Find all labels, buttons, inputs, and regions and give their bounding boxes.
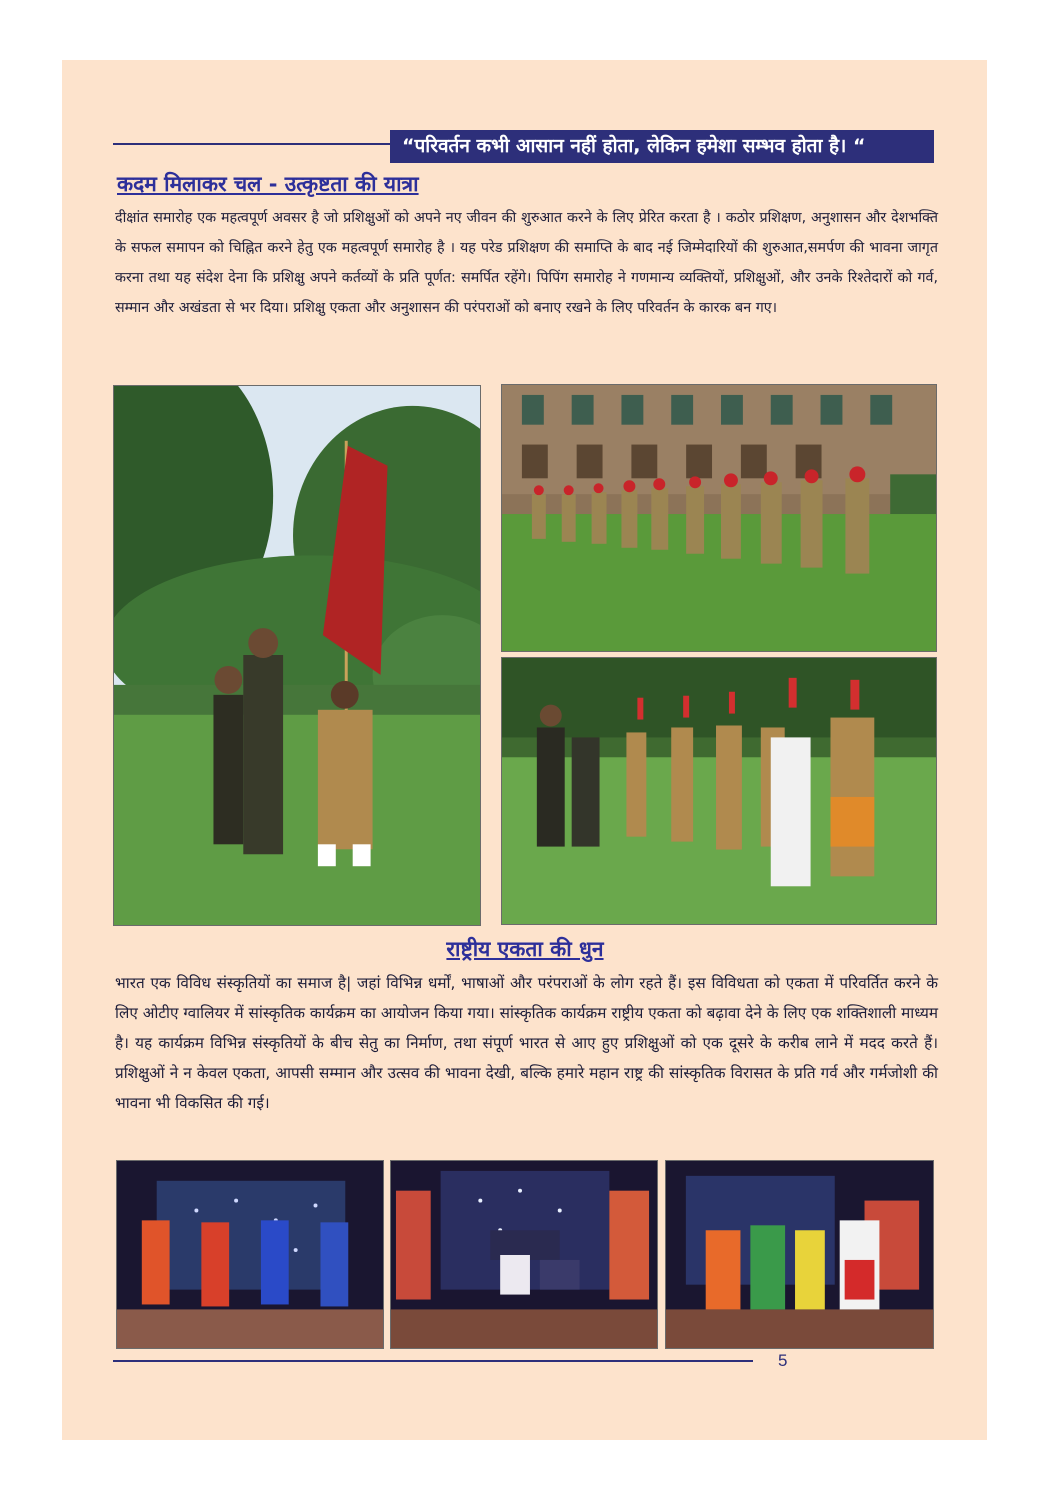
photo-flag-ceremony xyxy=(113,385,481,926)
section2-heading: राष्ट्रीय एकता की धुन xyxy=(446,937,604,961)
photo-cultural-dance-3 xyxy=(665,1160,934,1349)
section1-paragraph: दीक्षांत समारोह एक महत्वपूर्ण अवसर है जो प्रशिक्षुओं को अपने नए जीवन की शुरुआत करने के लिए प्रेरित करता है । कठोर प्रशिक्षण, अनुशासन और देशभक्ति के सफल समापन को चिह्नित करने हेतु एक महत्वपूर्ण समारोह है । यह परेड प्रशिक्षण की समाप्ति के बाद नई जिम्मेदारियों की शुरुआत,समर्पण की भावना जागृत करना तथा यह संदेश देना कि प्रशिक्षु अपने कर्तव्यों के प्रति पूर्णत: समर्पित रहेंगे। पिपिंग समारोह ने गणमान्य व्यक्तियों, प्रशिक्षुओं, और उनके रिश्तेदारों को गर्व, सम्मान और अखंडता से भर दिया। प्रशिक्षु एकता और अनुशासन की परंपराओं को बनाए रखने के लिए परिवर्तन के कारक बन गए। xyxy=(115,210,938,316)
section2-paragraph: भारत एक विविध संस्कृतियों का समाज है| जहां विभिन्न धर्मों, भाषाओं और परंपराओं के लोग रहते हैं। इस विविधता को एकता में परिवर्तित करने के लिए ओटीए ग्वालियर में सांस्कृतिक कार्यक्रम का आयोजन किया गया। सांस्कृतिक कार्यक्रम राष्ट्रीय एकता को बढ़ावा देने के लिए एक शक्तिशाली माध्यम है। यह कार्यक्रम विभिन्न संस्कृतियों के बीच सेतु का निर्माण, तथा संपूर्ण भारत से आए हुए प्रशिक्षुओं को एक दूसरे के करीब लाने में मदद करते हैं। प्रशिक्षुओं ने न केवल एकता, आपसी सम्मान और उत्सव की भावना देखी, बल्कि हमारे महान राष्ट्र की सांस्कृतिक विरासत के प्रति गर्व और गर्मजोशी की भावना भी विकसित की गई। xyxy=(115,974,938,1112)
page-number: 5 xyxy=(778,1351,788,1370)
quote-banner: “परिवर्तन कभी आसान नहीं होता, लेकिन हमेशा सम्भव होता है। “ xyxy=(390,130,934,163)
section1-heading: कदम मिलाकर चल - उत्कृष्टता की यात्रा xyxy=(117,172,419,196)
photo-cultural-dance-2 xyxy=(390,1160,658,1349)
photo-piping-ceremony xyxy=(501,657,937,925)
quote-rule xyxy=(113,143,391,145)
photo-parade-march xyxy=(501,384,937,652)
photo-cultural-dance-1 xyxy=(116,1160,384,1349)
footer-rule xyxy=(113,1360,753,1362)
